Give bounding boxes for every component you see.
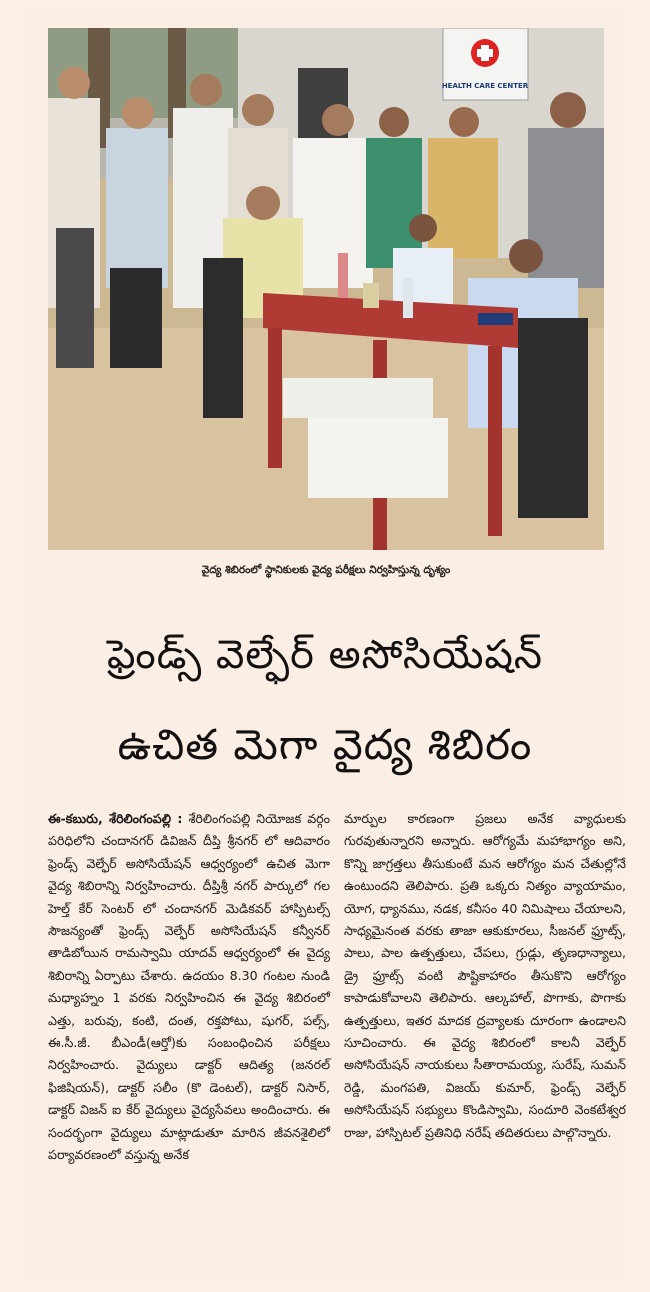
article-body-left: శేరిలింగంపల్లి నియోజక వర్గం పరిధిలోని చందానగర్ డివిజన్ దీప్తి శ్రీనగర్ లో ఆదివారం ఫ్రెండ్స్ వెల్ఫేర్ అసోసియేషన్ ఆధ్వర్యంలో ఉచిత మెగా వైద్య శిబిరాన్ని నిర్వహించారు. దీప్తిశ్రీ నగర్ పార్కులో గల హెల్త్ కేర్ సెంటర్ లో చందానగర్ మెడికవర్ హాస్పిటల్స్ సౌజన్యంతో ఫ్రెండ్స్ వెల్ఫేర్ అసోసియేషన్ కన్వీనర్ తాడిబోయిన రామస్వామి యాదవ్ ఆధ్వర్యంలో ఈ వైద్య శిబిరాన్ని ఏర్పాటు చేశారు. ఉదయం 8.30 గంటల నుండి మధ్యాహ్నం 1 వరకు నిర్వహించిన ఈ వైద్య శిబిరంలో ఎత్తు, బరువు, కంటి, దంత, రక్తపోటు, షుగర్, పల్స్, ఈ.సీ.జీ. బీఎండీ(ఆర్తో)కు సంబంధించిన పరీక్షలు నిర్వహించారు. వైద్యులు డాక్టర్ ఆదిత్య (జనరల్ ఫిజిషియన్), డాక్టర్ సలీం (కొ డెంటల్), డాక్టర్ నిసార్, డాక్టర్ విజన్ ఐ కేర్ వైద్యులు వైద్యసేవలు అందించారు. ఈ సందర్భంగా వైద్యులు మాట్లాడుతూ మారిన జీవనశైలిలో పర్యావరణంలో వస్తున్న అనేక (48, 811, 330, 1163)
article-column-left (48, 808, 330, 1167)
dateline: ఈ-కబురు, శేరిలింగంపల్లి : (48, 811, 183, 826)
headline-line-2: ఉచిత మెగా వైద్య శిబిరం (117, 720, 533, 769)
medical-camp-photo (48, 28, 604, 550)
article-column-right (344, 808, 626, 1144)
newspaper-clipping (22, 8, 628, 1284)
photo-caption: వైద్య శిబిరంలో స్థానికులకు వైద్య పరీక్షలు నిర్వహిస్తున్న దృశ్యం (201, 564, 451, 576)
health-care-center-sign: HEALTH CARE CENTER (441, 82, 529, 90)
article-body-right: మార్పుల కారణంగా ప్రజలు అనేక వ్యాధులకు గురవుతున్నారని అన్నారు. ఆరోగ్యమే మహాభాగ్యం అని, కొన్ని జాగ్రత్తలు తీసుకుంటే మన ఆరోగ్యం మన చేతుల్లోనే ఉంటుందని తెలిపారు. ప్రతి ఒక్కరు నిత్యం వ్యాయామం, యోగ, ధ్యానము, నడక, కనీసం 40 నిమిషాలు చేయాలని, సాధ్యమైనంత వరకు తాజా ఆకుకూరలు, సీజనల్ ఫ్రూట్స్, పాలు, పాల ఉత్పత్తులు, చేపలు, గ్రుడ్లు, తృణధాన్యాలు, డ్రై ఫ్రూట్స్ వంటి పౌష్టికాహారం తీసుకొని ఆరోగ్యం కాపాడుకోవాలని తెలిపారు. ఆల్కహాల్, పొగాకు, పొగాకు ఉత్పత్తులు, ఇతర మాదక ద్రవ్యాలకు దూరంగా ఉండాలని సూచించారు. ఈ వైద్య శిబిరంలో కాలనీ వెల్ఫేర్ అసోసియేషన్ నాయకులు సీతారామయ్య, సురేష్, సుమన్ రెడ్డి, మంగపతి, విజయ్ కుమార్, ఫ్రెండ్స్ వెల్ఫేర్ అసోసియేషన్ సభ్యులు కొండిస్వామి, సందూరి వెంకటేశ్వర రాజు, హాస్పిటల్ ప్రతినిధి నరేష్ తదితరులు పాల్గొన్నారు. (344, 811, 626, 1140)
news-photo (48, 28, 604, 550)
headline-line-1: ఫ్రెండ్స్ వెల్ఫేర్ అసోసియేషన్ (106, 632, 544, 678)
